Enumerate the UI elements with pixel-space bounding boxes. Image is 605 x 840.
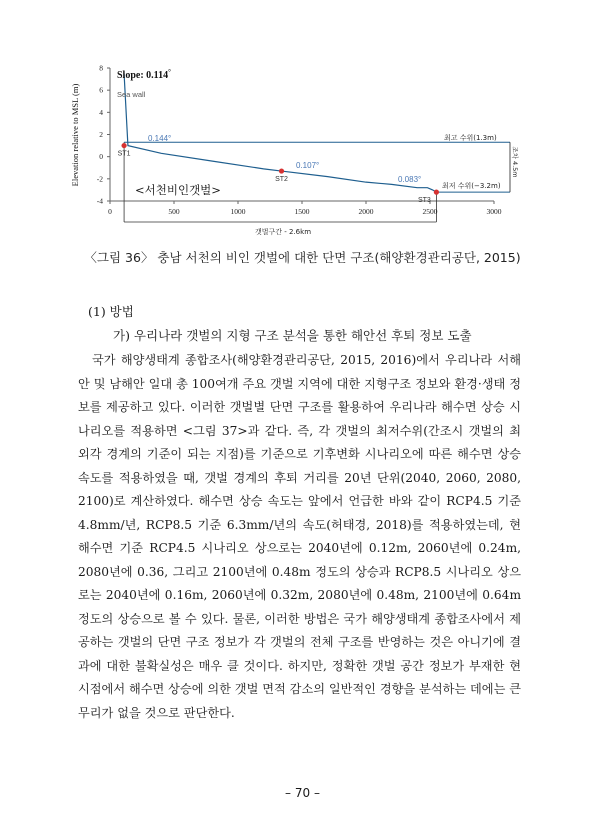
y-tick-label: 2 — [99, 130, 103, 139]
chart-title-text: Slope: 0.114 — [117, 70, 169, 81]
slope-label-2: 0.107° — [296, 161, 320, 170]
sea-wall-label: Sea wall — [117, 90, 146, 99]
min-tide-label: 최저 수위(−3.2m) — [442, 182, 501, 190]
x-tick-label: 500 — [168, 207, 180, 216]
site-name-label: <서천비인갯벌> — [135, 183, 221, 197]
station-label: ST2 — [275, 176, 288, 184]
x-tick-label: 3000 — [486, 207, 502, 216]
chart-title-degree: ° — [168, 68, 171, 76]
page-number: – 70 – — [285, 786, 320, 800]
body-paragraph: 국가 해양생태계 종합조사(해양환경관리공단, 2015, 2016)에서 우리나라 서해안 및 남해안 일대 총 100여개 주요 갯벌 지역에 대한 지형구조 정보와 환경·생태 정보를 제공하고 있다. 이러한 갯벌별 단면 구조를 활용하여 우리나라 해수면 상승 시나리오를 적용하면 <그림 37>과 같다. 즉, 각 갯벌의 최저수위(간조시 갯벌의 최 외각 경계의 기준이 되는 지점)를 기준으로 기후변화 시나리오에 따른 해수면 상승속도를 적용하였을 때, 갯벌 경계의 후퇴 거리를 20년 단위(2040, 2060, 2080, 2100)로 계산하였다. 해수면 상승 속도는 앞에서 언급한 바와 같이 RCP4.5 기준 4.8mm/년, RCP8.5 기준 6.3mm/년의 속도(허태경, 2018)를 적용하였는데, 현 해수면 기준 RCP4.5 시나리오 상으로는 2040년에 0.12m, 2060년에 0.24m, 2080년에 0.36, 그리고 2100년에 0.48m 정도의 상승과 RCP8.5 시나리오 상으로는 2040년에 0.16m, 2060년에 0.32m, 2080년에 0.48m, 2100년에 0.64m 정도의 상승으로 볼 수 있다. 물론, 이러한 방법은 국가 해양생태계 종합조사에서 제공하는 갯벌의 단면 구조 정보가 각 갯벌의 전체 구조를 반영하는 것은 아니기에 결과에 대한 불확실성은 매우 클 것이다. 하지만, 정확한 갯벌 공간 정보가 부재한 현 시점에서 해수면 상승에 의한 갯벌 면적 감소의 일반적인 경향을 분석하는 데에는 큰 무리가 없을 것으로 판단한다. — [78, 353, 521, 720]
slope-label-3: 0.083° — [398, 175, 422, 184]
station-label: ST3 — [417, 197, 431, 205]
section-heading: (1) 방법 — [88, 304, 134, 319]
chart-series — [124, 74, 436, 193]
y-tick-label: 4 — [99, 107, 103, 117]
cross-section-chart — [0, 0, 605, 245]
y-axis-label: Elevation relative to MSL (m) — [70, 83, 80, 187]
y-tick-label: -4 — [96, 196, 103, 206]
max-tide-label: 최고 수위(1.3m) — [444, 134, 497, 142]
chart-title — [117, 68, 171, 81]
y-tick-label: -2 — [96, 174, 103, 184]
y-tick-label: 6 — [99, 85, 103, 95]
profile-line — [124, 74, 436, 193]
station-point — [434, 190, 439, 195]
slope-label-1: 0.144° — [148, 134, 172, 143]
x-axis-label: 갯벌구간 - 2.6km — [254, 228, 312, 236]
x-tick-label: 2500 — [422, 207, 438, 216]
x-tick-label: 2000 — [358, 207, 374, 216]
x-tick-label: 1000 — [230, 207, 246, 216]
x-tick-label: 0 — [108, 207, 112, 216]
figure-caption: 〈그림 36〉 충남 서천의 비인 갯벌에 대한 단면 구조(해양환경관리공단, 2015) — [84, 250, 521, 265]
station-point — [121, 143, 126, 148]
station-label: ST1 — [117, 150, 131, 158]
tidal-range-label: 조차 4.5m — [511, 146, 519, 178]
y-tick-label: 0 — [99, 152, 103, 162]
y-tick-label: 8 — [99, 63, 103, 73]
x-tick-label: 1500 — [294, 207, 310, 216]
station-point — [279, 168, 284, 173]
subsection-heading: 가) 우리나라 갯벌의 지형 구조 분석을 통한 해안선 후퇴 정보 도출 — [113, 328, 472, 343]
